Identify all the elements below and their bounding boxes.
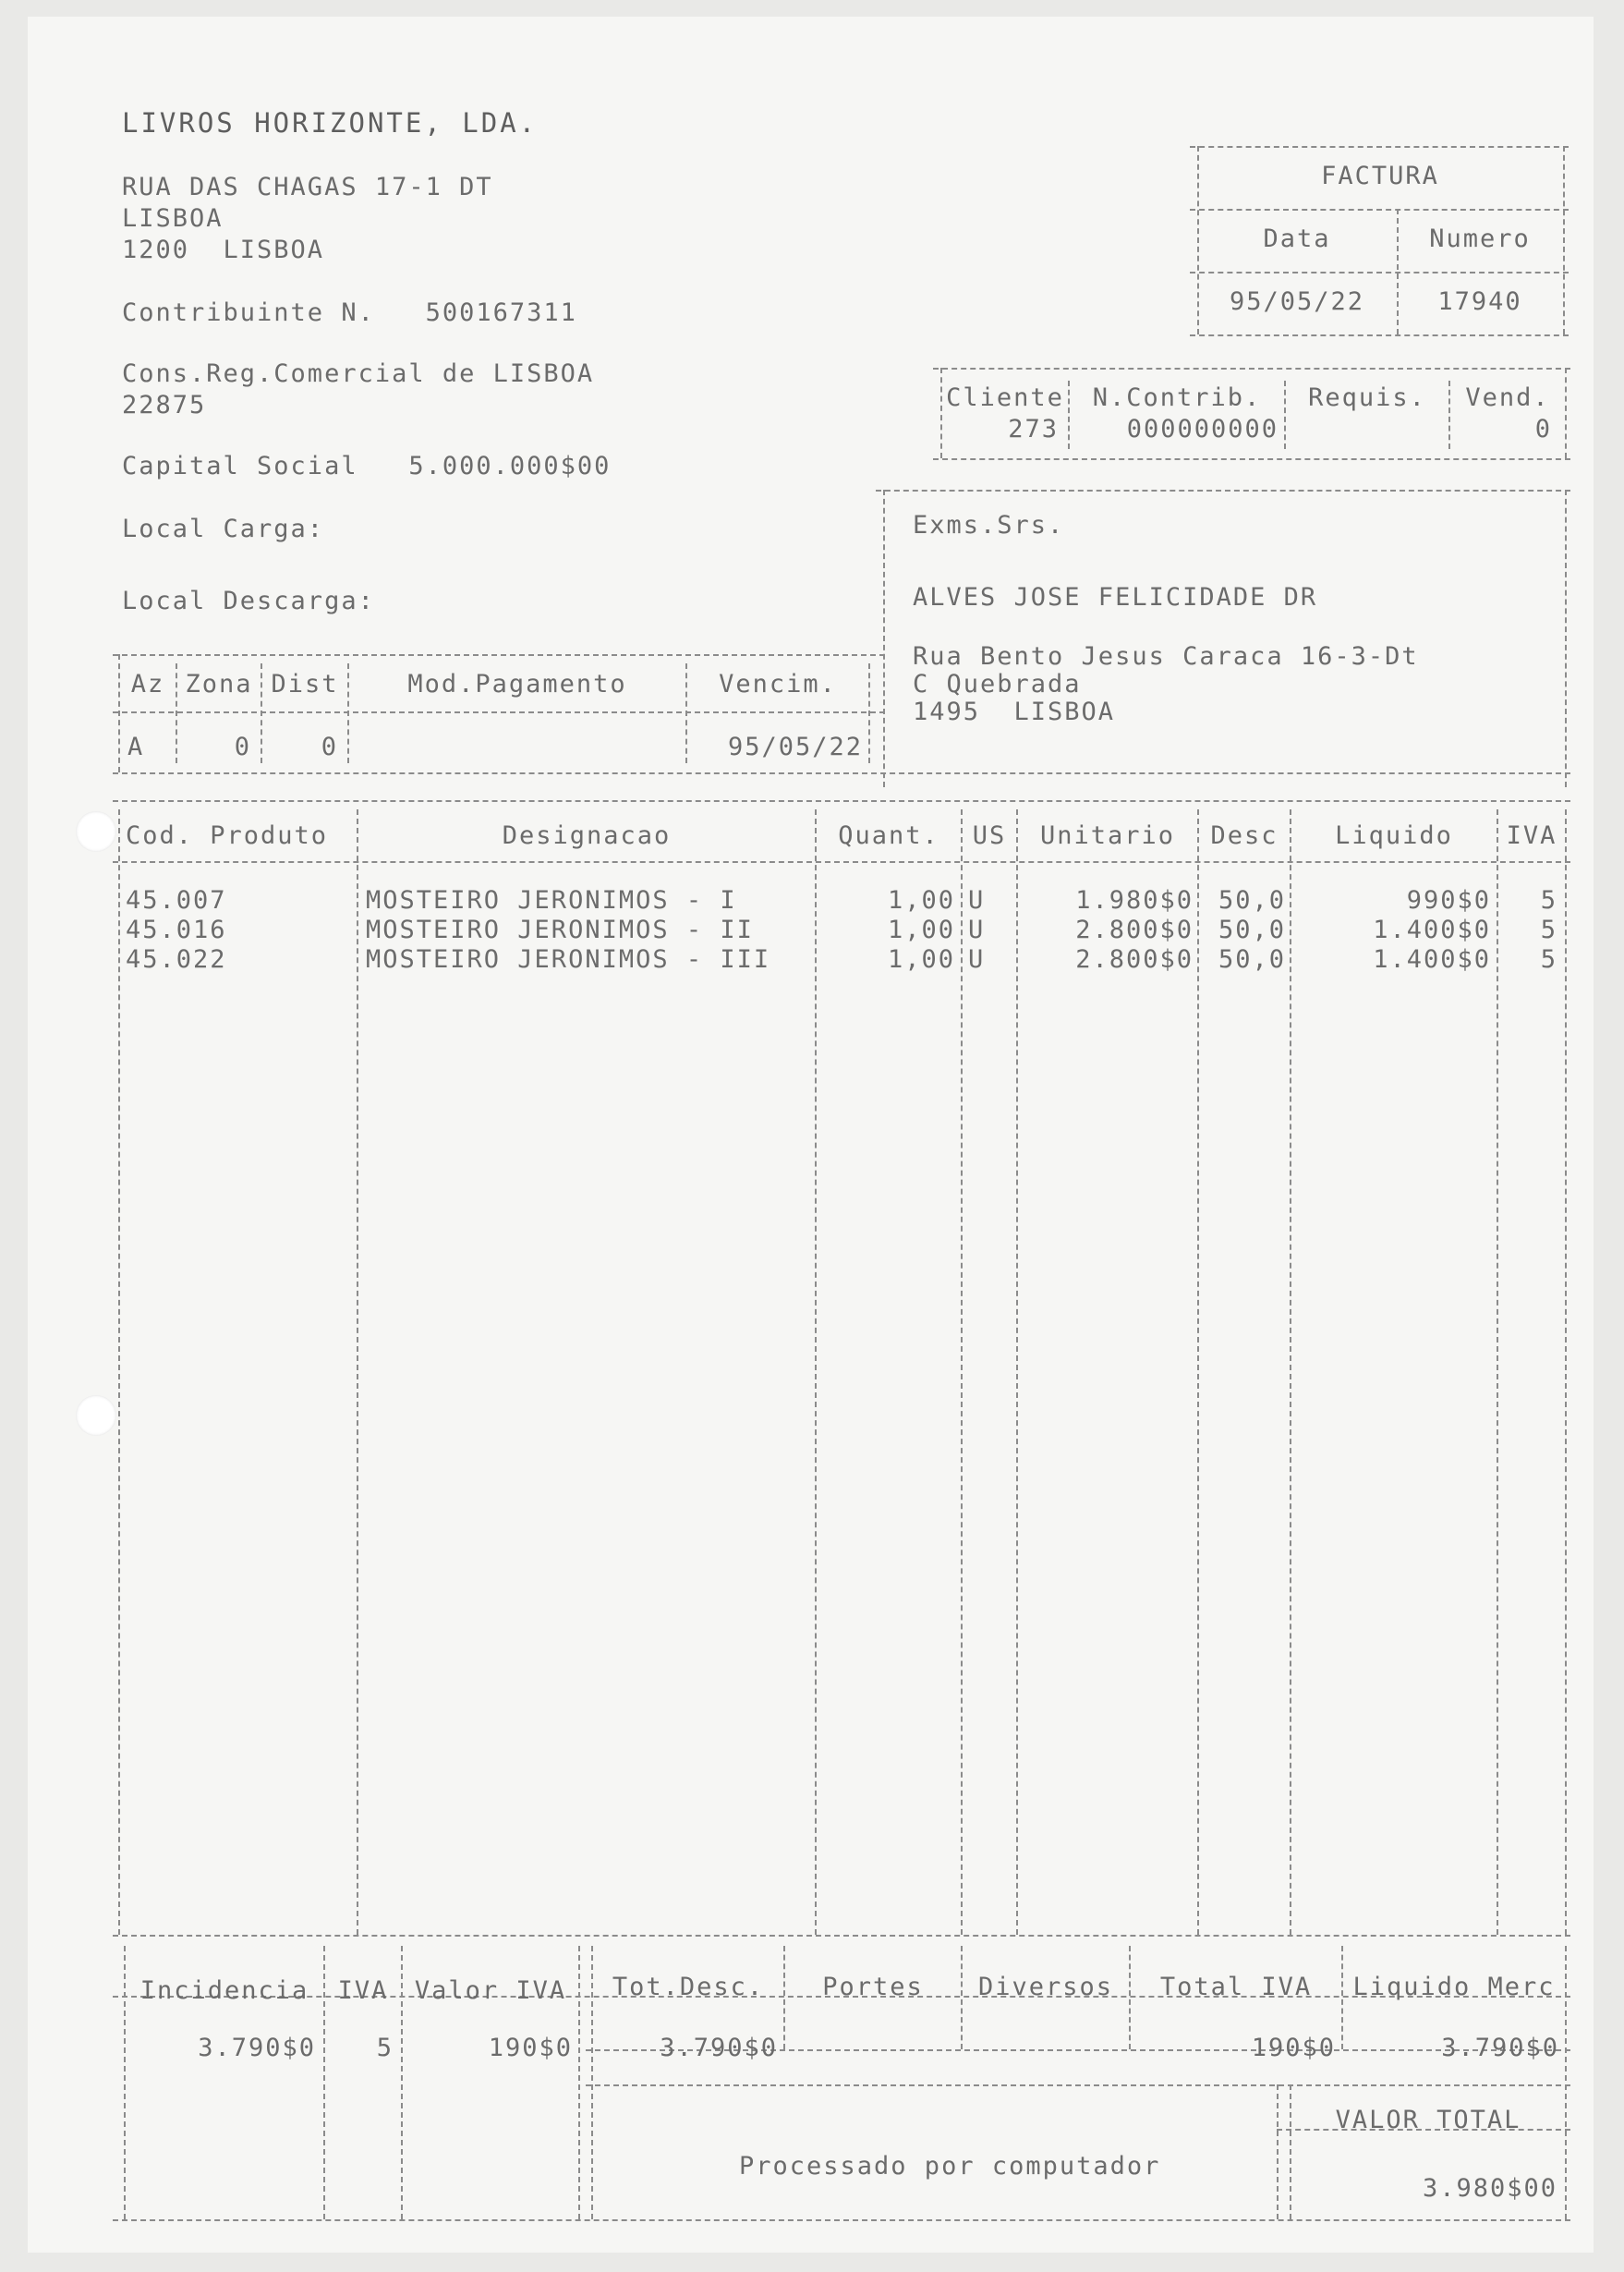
item-row-1-designacao: MOSTEIRO JERONIMOS - I bbox=[366, 886, 737, 915]
valor-total-label: VALOR TOTAL bbox=[1335, 2106, 1521, 2134]
item-row-3-us: U bbox=[968, 945, 986, 974]
addressee-area: C Quebrada bbox=[913, 670, 1082, 699]
item-row-1-quant: 1,00 bbox=[887, 886, 955, 915]
shipping-vencim-value: 95/05/22 bbox=[727, 733, 863, 761]
items-header-liquido: Liquido bbox=[1335, 821, 1453, 850]
items-header-quant: Quant. bbox=[838, 821, 939, 850]
item-row-1-cod: 45.007 bbox=[126, 886, 227, 915]
item-row-2-liquido: 1.400$0 bbox=[1373, 916, 1491, 944]
totals-header-iva: IVA bbox=[337, 1976, 389, 2005]
items-header-desc: Desc bbox=[1210, 821, 1279, 850]
item-row-1-us: U bbox=[968, 886, 986, 915]
client-header-cliente: Cliente bbox=[946, 383, 1064, 412]
item-row-2-cod: 45.016 bbox=[126, 916, 227, 944]
item-row-2-quant: 1,00 bbox=[887, 916, 955, 944]
client-header-requis: Requis. bbox=[1308, 383, 1426, 412]
shipping-header-vencim: Vencim. bbox=[719, 670, 837, 699]
items-header-cod: Cod. Produto bbox=[126, 821, 329, 850]
item-row-3-unitario: 2.800$0 bbox=[1075, 945, 1194, 974]
items-header-designacao: Designacao bbox=[502, 821, 672, 850]
item-row-1-iva: 5 bbox=[1540, 886, 1557, 915]
totals-liquido-merc-value: 3.790$0 bbox=[1441, 2034, 1559, 2062]
punch-hole-bottom bbox=[76, 1395, 116, 1436]
company-name: LIVROS HORIZONTE, LDA. bbox=[122, 107, 539, 139]
invoice-title: FACTURA bbox=[1321, 162, 1439, 190]
valor-total-value: 3.980$00 bbox=[1422, 2174, 1557, 2203]
item-row-3-cod: 45.022 bbox=[126, 945, 227, 974]
addressee-greeting: Exms.Srs. bbox=[913, 511, 1065, 540]
shipping-dist-value: 0 bbox=[321, 733, 338, 761]
shipping-header-az: Az bbox=[130, 670, 165, 699]
shipping-header-zona: Zona bbox=[185, 670, 253, 699]
totals-header-liquido-merc: Liquido Merc bbox=[1352, 1973, 1556, 2001]
addressee-name: ALVES JOSE FELICIDADE DR bbox=[913, 583, 1318, 612]
item-row-1-desc: 50,0 bbox=[1218, 886, 1286, 915]
punch-hole-top bbox=[76, 811, 116, 852]
item-row-3-quant: 1,00 bbox=[887, 945, 955, 974]
totals-header-valor-iva: Valor IVA bbox=[414, 1976, 567, 2005]
item-row-2-unitario: 2.800$0 bbox=[1075, 916, 1194, 944]
items-header-unitario: Unitario bbox=[1039, 821, 1176, 850]
addressee-street: Rua Bento Jesus Caraca 16-3-Dt bbox=[913, 642, 1419, 671]
totals-iva-value: 5 bbox=[376, 2034, 394, 2062]
invoice-number-label: Numero bbox=[1429, 225, 1531, 253]
client-cliente-value: 273 bbox=[1008, 415, 1059, 443]
totals-header-total-iva: Total IVA bbox=[1159, 1973, 1313, 2001]
shipping-az-value: A bbox=[127, 733, 145, 761]
company-capital: Capital Social 5.000.000$00 bbox=[122, 452, 612, 480]
invoice-sheet bbox=[28, 17, 1594, 2253]
company-cons-reg-number: 22875 bbox=[122, 391, 207, 419]
items-header-iva: IVA bbox=[1506, 821, 1557, 850]
item-row-1-liquido: 990$0 bbox=[1406, 886, 1491, 915]
item-row-2-us: U bbox=[968, 916, 986, 944]
addressee-city: 1495 LISBOA bbox=[913, 698, 1116, 726]
local-descarga-label: Local Descarga: bbox=[122, 587, 375, 615]
totals-incidencia-value: 3.790$0 bbox=[198, 2034, 316, 2062]
totals-header-tot-desc: Tot.Desc. bbox=[612, 1973, 765, 2001]
totals-header-incidencia: Incidencia bbox=[139, 1976, 309, 2005]
totals-tot-desc-value: 3.790$0 bbox=[660, 2034, 778, 2062]
totals-total-iva-value: 190$0 bbox=[1251, 2034, 1336, 2062]
company-address-street: RUA DAS CHAGAS 17-1 DT bbox=[122, 173, 493, 201]
client-header-vend: Vend. bbox=[1465, 383, 1550, 412]
client-vend-value: 0 bbox=[1534, 415, 1552, 443]
totals-header-diversos: Diversos bbox=[977, 1973, 1114, 2001]
item-row-3-iva: 5 bbox=[1540, 945, 1557, 974]
client-header-contrib: N.Contrib. bbox=[1092, 383, 1262, 412]
totals-header-portes: Portes bbox=[822, 1973, 924, 2001]
item-row-2-designacao: MOSTEIRO JERONIMOS - II bbox=[366, 916, 754, 944]
shipping-zona-value: 0 bbox=[234, 733, 251, 761]
client-contrib-value: 000000000 bbox=[1126, 415, 1279, 443]
company-address-city: LISBOA bbox=[122, 204, 224, 233]
items-header-us: US bbox=[972, 821, 1007, 850]
company-contribuinte: Contribuinte N. 500167311 bbox=[122, 298, 577, 327]
invoice-date-label: Data bbox=[1263, 225, 1331, 253]
item-row-3-designacao: MOSTEIRO JERONIMOS - III bbox=[366, 945, 771, 974]
item-row-3-desc: 50,0 bbox=[1218, 945, 1286, 974]
item-row-3-liquido: 1.400$0 bbox=[1373, 945, 1491, 974]
shipping-header-dist: Dist bbox=[271, 670, 339, 699]
invoice-date: 95/05/22 bbox=[1229, 287, 1365, 316]
item-row-2-iva: 5 bbox=[1540, 916, 1557, 944]
totals-valor-iva-value: 190$0 bbox=[488, 2034, 573, 2062]
item-row-1-unitario: 1.980$0 bbox=[1075, 886, 1194, 915]
shipping-header-mod-pagamento: Mod.Pagamento bbox=[407, 670, 627, 699]
item-row-2-desc: 50,0 bbox=[1218, 916, 1286, 944]
invoice-number: 17940 bbox=[1437, 287, 1522, 316]
local-carga-label: Local Carga: bbox=[122, 515, 325, 543]
company-cons-reg: Cons.Reg.Comercial de LISBOA bbox=[122, 359, 595, 388]
company-address-postcode: 1200 LISBOA bbox=[122, 236, 325, 264]
processed-by-computer: Processado por computador bbox=[739, 2152, 1161, 2181]
